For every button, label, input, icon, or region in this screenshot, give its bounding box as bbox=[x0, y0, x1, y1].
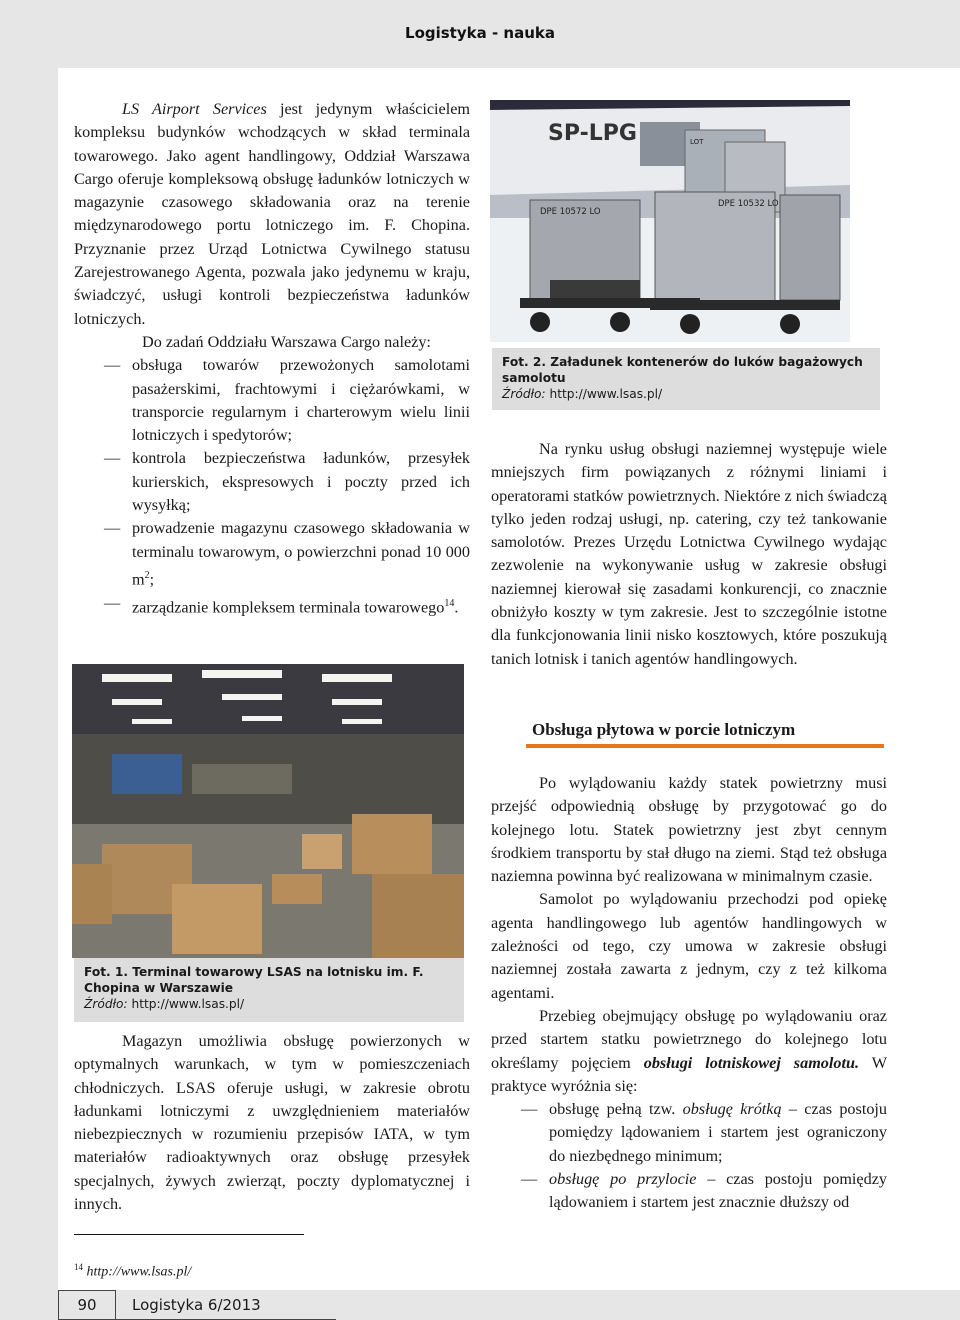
page-footer bbox=[58, 1290, 960, 1320]
list-item: — obsługę po przylocie – czas postoju pomiędzy lądowaniem i startem jest znacznie dłuższy od bbox=[491, 1168, 887, 1215]
caption-source: http://www.lsas.pl/ bbox=[127, 997, 245, 1011]
container-label: DPE 10532 LO bbox=[718, 199, 779, 209]
photo-cargo-terminal bbox=[72, 664, 464, 958]
list-item: — zarządzanie kompleksem terminala towarowego$^{14}$. bbox=[74, 592, 470, 620]
page-header bbox=[0, 0, 960, 68]
paragraph-handling-agent: Samolot po wylądowaniu przechodzi pod opiekę agenta handlingowego lub agentów handlingowych w zależności od tego, czy umowa w zakresie obsługi naziemnej została zawarta z jednym, czy z też kilkoma agentami. bbox=[491, 890, 887, 1002]
left-column-top bbox=[74, 98, 470, 619]
section-heading: Obsługa płytowa w porcie lotniczym bbox=[532, 720, 796, 739]
caption-photo-2: Fot. 2. Załadunek kontenerów do luków bagażowych samolotu Źródło: http://www.lsas.pl/ bbox=[492, 348, 880, 410]
left-column-bottom bbox=[74, 1030, 470, 1216]
tasks-list bbox=[74, 354, 470, 619]
aircraft-registration: SP-LPG bbox=[548, 121, 637, 146]
section-underline bbox=[526, 744, 884, 748]
container-label: LOT bbox=[690, 138, 704, 146]
caption-title: Fot. 1. Terminal towarowy LSAS na lotnisku im. F. Chopina w Warszawie bbox=[84, 965, 424, 995]
paragraph-market: Na rynku usług obsługi naziemnej występuje wiele mniejszych firm powiązanych z różnymi liniami i operatorami statków powietrznych. Niektóre z nich świadczą tylko jeden rodzaj usługi, np. catering, czy też tankowanie samolotów. Prezes Urzędu Lotnictwa Cywilnego wydając zezwolenie na wykonywanie usług w zakresie obsługi naziemnej kierował się zasadami konkurencji, co znacznie obniżyło koszty w tym zakresie. Jest to szczególnie istotne dla funkcjonowania linii nisko kosztowych, które poszukują tanich lotnisk i tanich agentów handlingowych. bbox=[491, 440, 887, 668]
footnote-link[interactable]: http://www.lsas.pl/ bbox=[83, 1264, 192, 1280]
list-item: — prowadzenie magazynu czasowego składowania w terminalu towarowym, o powierzchni ponad 10 000 $m^2$; bbox=[74, 517, 470, 591]
container-label: DPE 10572 LO bbox=[540, 207, 601, 217]
list-item: — obsługa towarów przewożonych samolotami pasażerskimi, frachtowymi i ciężarówkami, w transporcie regularnym i charterowym wielu linii lotniczych i spedytorów; bbox=[74, 354, 470, 447]
right-column-bottom bbox=[491, 772, 887, 1215]
paragraph-landing: Po wylądowaniu każdy statek powietrzny musi przejść odpowiednią obsługę by przygotować go do kolejnego lotu. Statek powietrzny jest zbyt cennym środkiem transportu by stał długo na ziemi. Stąd też obsługa naziemna powinna być realizowana w minimalnym czasie. bbox=[491, 774, 887, 886]
paragraph-tasks: Do zadań Oddziału Warszawa Cargo należy: bbox=[142, 332, 431, 351]
page-number: 90 bbox=[58, 1290, 116, 1320]
journal-issue: Logistyka 6/2013 bbox=[132, 1296, 261, 1314]
caption-source: http://www.lsas.pl/ bbox=[545, 387, 663, 401]
paragraph-intro: LS Airport Services jest jedynym właścicielem kompleksu budynków wchodzących w skład terminala towarowego. Jako agent handlingowy, Oddział Warszawa Cargo oferuje kompleksową obsługę ładunków lotniczych w magazynie czasowego składowania oraz na terenie międzynarodowego portu lotniczego im. F. Chopina. Przyznanie przez Urząd Lotnictwa Cywilnego statusu Zarejestrowanego Agenta, pozwala jako jedynemu w kraju, świadczyć, usługi kontroli bezpieczeństwa ładunków lotniczych. bbox=[74, 100, 470, 328]
footnote: $^{14}$ http://www.lsas.pl/ bbox=[74, 1262, 192, 1280]
footnote-separator bbox=[74, 1234, 304, 1235]
caption-photo-1: Fot. 1. Terminal towarowy LSAS na lotnisku im. F. Chopina w Warszawie Źródło: http://www.lsas.pl/ bbox=[74, 958, 464, 1022]
service-types-list bbox=[491, 1098, 887, 1214]
paragraph-warehouse: Magazyn umożliwia obsługę powierzonych w optymalnych warunkach, w tym w pomieszczeniach chłodniczych. LSAS oferuje usługi, w zakresie obrotu ładunkami lotniczymi z uwzględnieniem materiałów niebezpiecznych w rozumieniu przepisów IATA, w tym materiałów radioaktywnych oraz obsługę przesyłek specjalnych, żywych zwierząt, poczty dyplomatycznej i innych. bbox=[74, 1032, 470, 1214]
right-column-top bbox=[491, 438, 887, 671]
paragraph-airport-service: Przebieg obejmujący obsługę po wylądowaniu oraz przed startem statku powietrznego do kolejnego lotu określamy pojęciem obsługi lotniskowej samolotu. W praktyce wyróżnia się: bbox=[491, 1006, 887, 1095]
photo-aircraft-loading bbox=[490, 100, 850, 342]
header-title: Logistyka - nauka bbox=[405, 24, 555, 42]
company-name: LS Airport Services bbox=[122, 100, 267, 118]
list-item: — kontrola bezpieczeństwa ładunków, przesyłek kurierskich, ekspresowych i poczty przed ich wysyłką; bbox=[74, 447, 470, 517]
caption-title: Fot. 2. Załadunek kontenerów do luków bagażowych samolotu bbox=[502, 355, 863, 385]
list-item: — obsługę pełną tzw. obsługę krótką – czas postoju pomiędzy lądowaniem i startem jest ograniczony do niezbędnego minimum; bbox=[491, 1098, 887, 1168]
